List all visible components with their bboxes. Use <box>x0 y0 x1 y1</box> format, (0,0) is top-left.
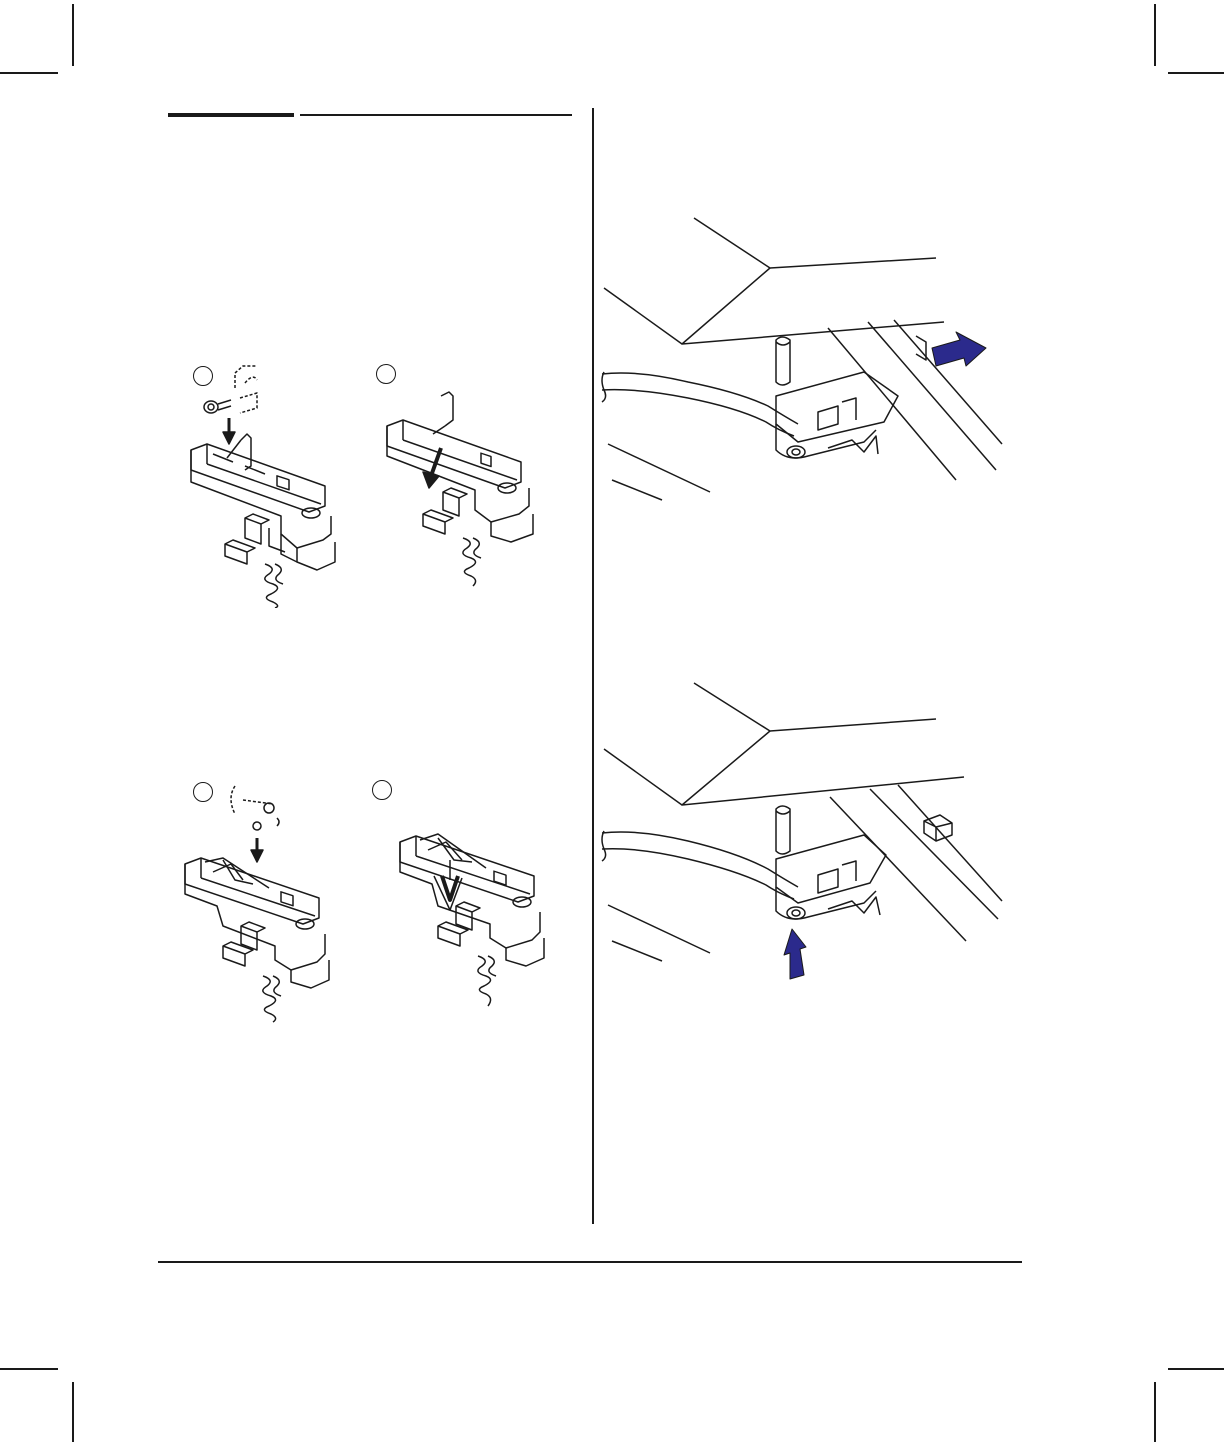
crop-mark-bottom-right-v <box>1154 1382 1156 1442</box>
header-rule-thin <box>300 114 572 116</box>
crop-mark-bottom-left-h <box>0 1368 58 1370</box>
carriage-slide-out-detail-illustration <box>598 210 1018 510</box>
carriage-assembly-step-b-illustration <box>385 390 545 590</box>
crop-mark-top-left-h <box>0 72 58 74</box>
carriage-assembly-step-d-illustration <box>398 820 558 1020</box>
footer-rule <box>158 1261 1022 1263</box>
crop-mark-top-right-v <box>1154 4 1156 66</box>
carriage-assembly-step-c-illustration <box>183 780 353 1030</box>
carriage-lift-up-detail-illustration <box>598 675 1018 995</box>
carriage-assembly-step-a-illustration <box>185 358 355 608</box>
crop-mark-top-right-h <box>1168 72 1224 74</box>
step-number-circle-d <box>372 780 392 800</box>
crop-mark-top-left-v <box>72 4 74 66</box>
header-rule-thick <box>168 113 294 117</box>
crop-mark-bottom-right-h <box>1168 1368 1224 1370</box>
crop-mark-bottom-left-v <box>72 1382 74 1442</box>
step-number-circle-b <box>376 364 396 384</box>
column-divider <box>592 108 594 1224</box>
